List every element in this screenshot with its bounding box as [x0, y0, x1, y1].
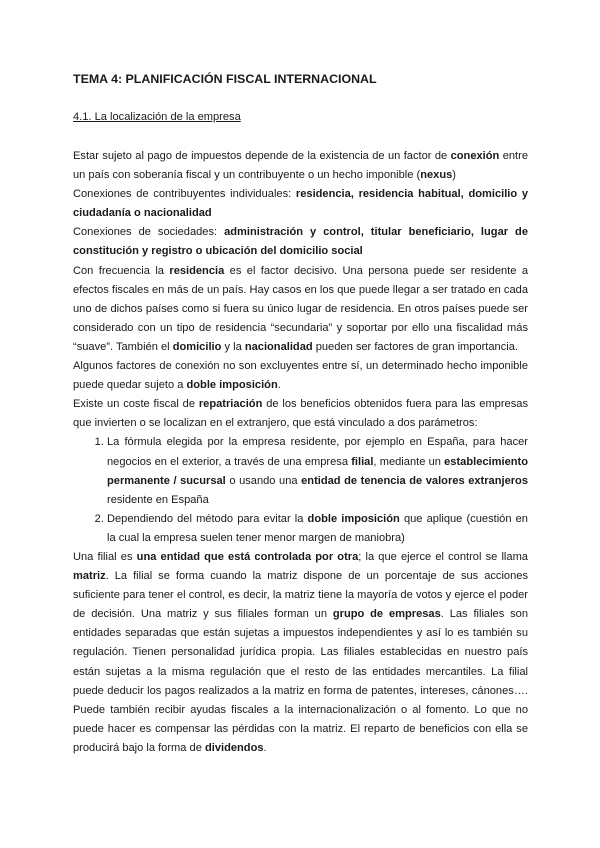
paragraph: Estar sujeto al pago de impuestos depende de la existencia de un factor de conexión entre un país con soberanía fiscal y un contribuyente o un hecho imponible (nexus) [73, 150, 529, 182]
paragraph: Una filial es una entidad que está controlada por otra; la que ejerce el control se llama matriz. La filial se forma cuando la matriz dispone de un porcentaje de sus acciones suficiente para tener el control, es decir, la matriz tiene la mayoría de votos y ejerce el poder de decisión. Una matriz y sus filiales forman un grupo de empresas. Las filiales son entidades separadas que están sujetas a impuestos independientes y así lo es también su regulación. Tienen personalidad jurídica propia. Las filiales establecidas en nuestro país están sujetas a la misma regulación que el resto de las entidades mercantiles. La filial puede deducir los pagos realizados a la matriz en forma de patentes, intereses, cánones…. Puede también recibir ayudas fiscales a la internacionalización o al fomento. Lo que no puede hacer es compensar las pérdidas con la matriz. El reparto de beneficios con ella se producirá bajo la forma de dividendos. [73, 550, 529, 754]
paragraph: Con frecuencia la residencia es el factor decisivo. Una persona puede ser residente a efectos fiscales en más de un país. Hay casos en los que puede llegar a ser tratado en cada uno de dichos países como si fuera su único lugar de residencia. En otros países puede ser considerado con un tipo de residencia “secundaria” y soportar por ello una fiscalidad más “suave”. También el domicilio y la nacionalidad pueden ser factores de gran importancia. [73, 264, 529, 353]
paragraph: Conexiones de contribuyentes individuales: residencia, residencia habitual, domicilio y ciudadanía o nacionalidad [73, 188, 528, 220]
paragraph: Conexiones de sociedades: administración y control, titular beneficiario, lugar de constitución y registro o ubicación del domicilio social [73, 226, 528, 258]
paragraph: Existe un coste fiscal de repatriación de los beneficios obtenidos fuera para las empresas que invierten o se localizan en el extranjero, que está vinculado a dos parámetros: [73, 398, 528, 430]
list-item: 2. Dependiendo del método para evitar la doble imposición que aplique (cuestión en la cual la empresa suelen tener menor margen de maniobra) [107, 510, 528, 548]
document-title: TEMA 4: PLANIFICACIÓN FISCAL INTERNACIONAL [73, 72, 377, 86]
list-item: 1. La fórmula elegida por la empresa residente, por ejemplo en España, para hacer negocios en el exterior, a través de una empresa filial, mediante un establecimiento permanente / sucursal o usando una entidad de tenencia de valores extranjeros residente en España [107, 433, 528, 509]
parameter-list [73, 433, 528, 548]
section-heading: 4.1. La localización de la empresa [73, 111, 241, 123]
paragraph: Algunos factores de conexión no son excluyentes entre sí, un determinado hecho imponible puede quedar sujeto a doble imposición. [73, 360, 528, 392]
